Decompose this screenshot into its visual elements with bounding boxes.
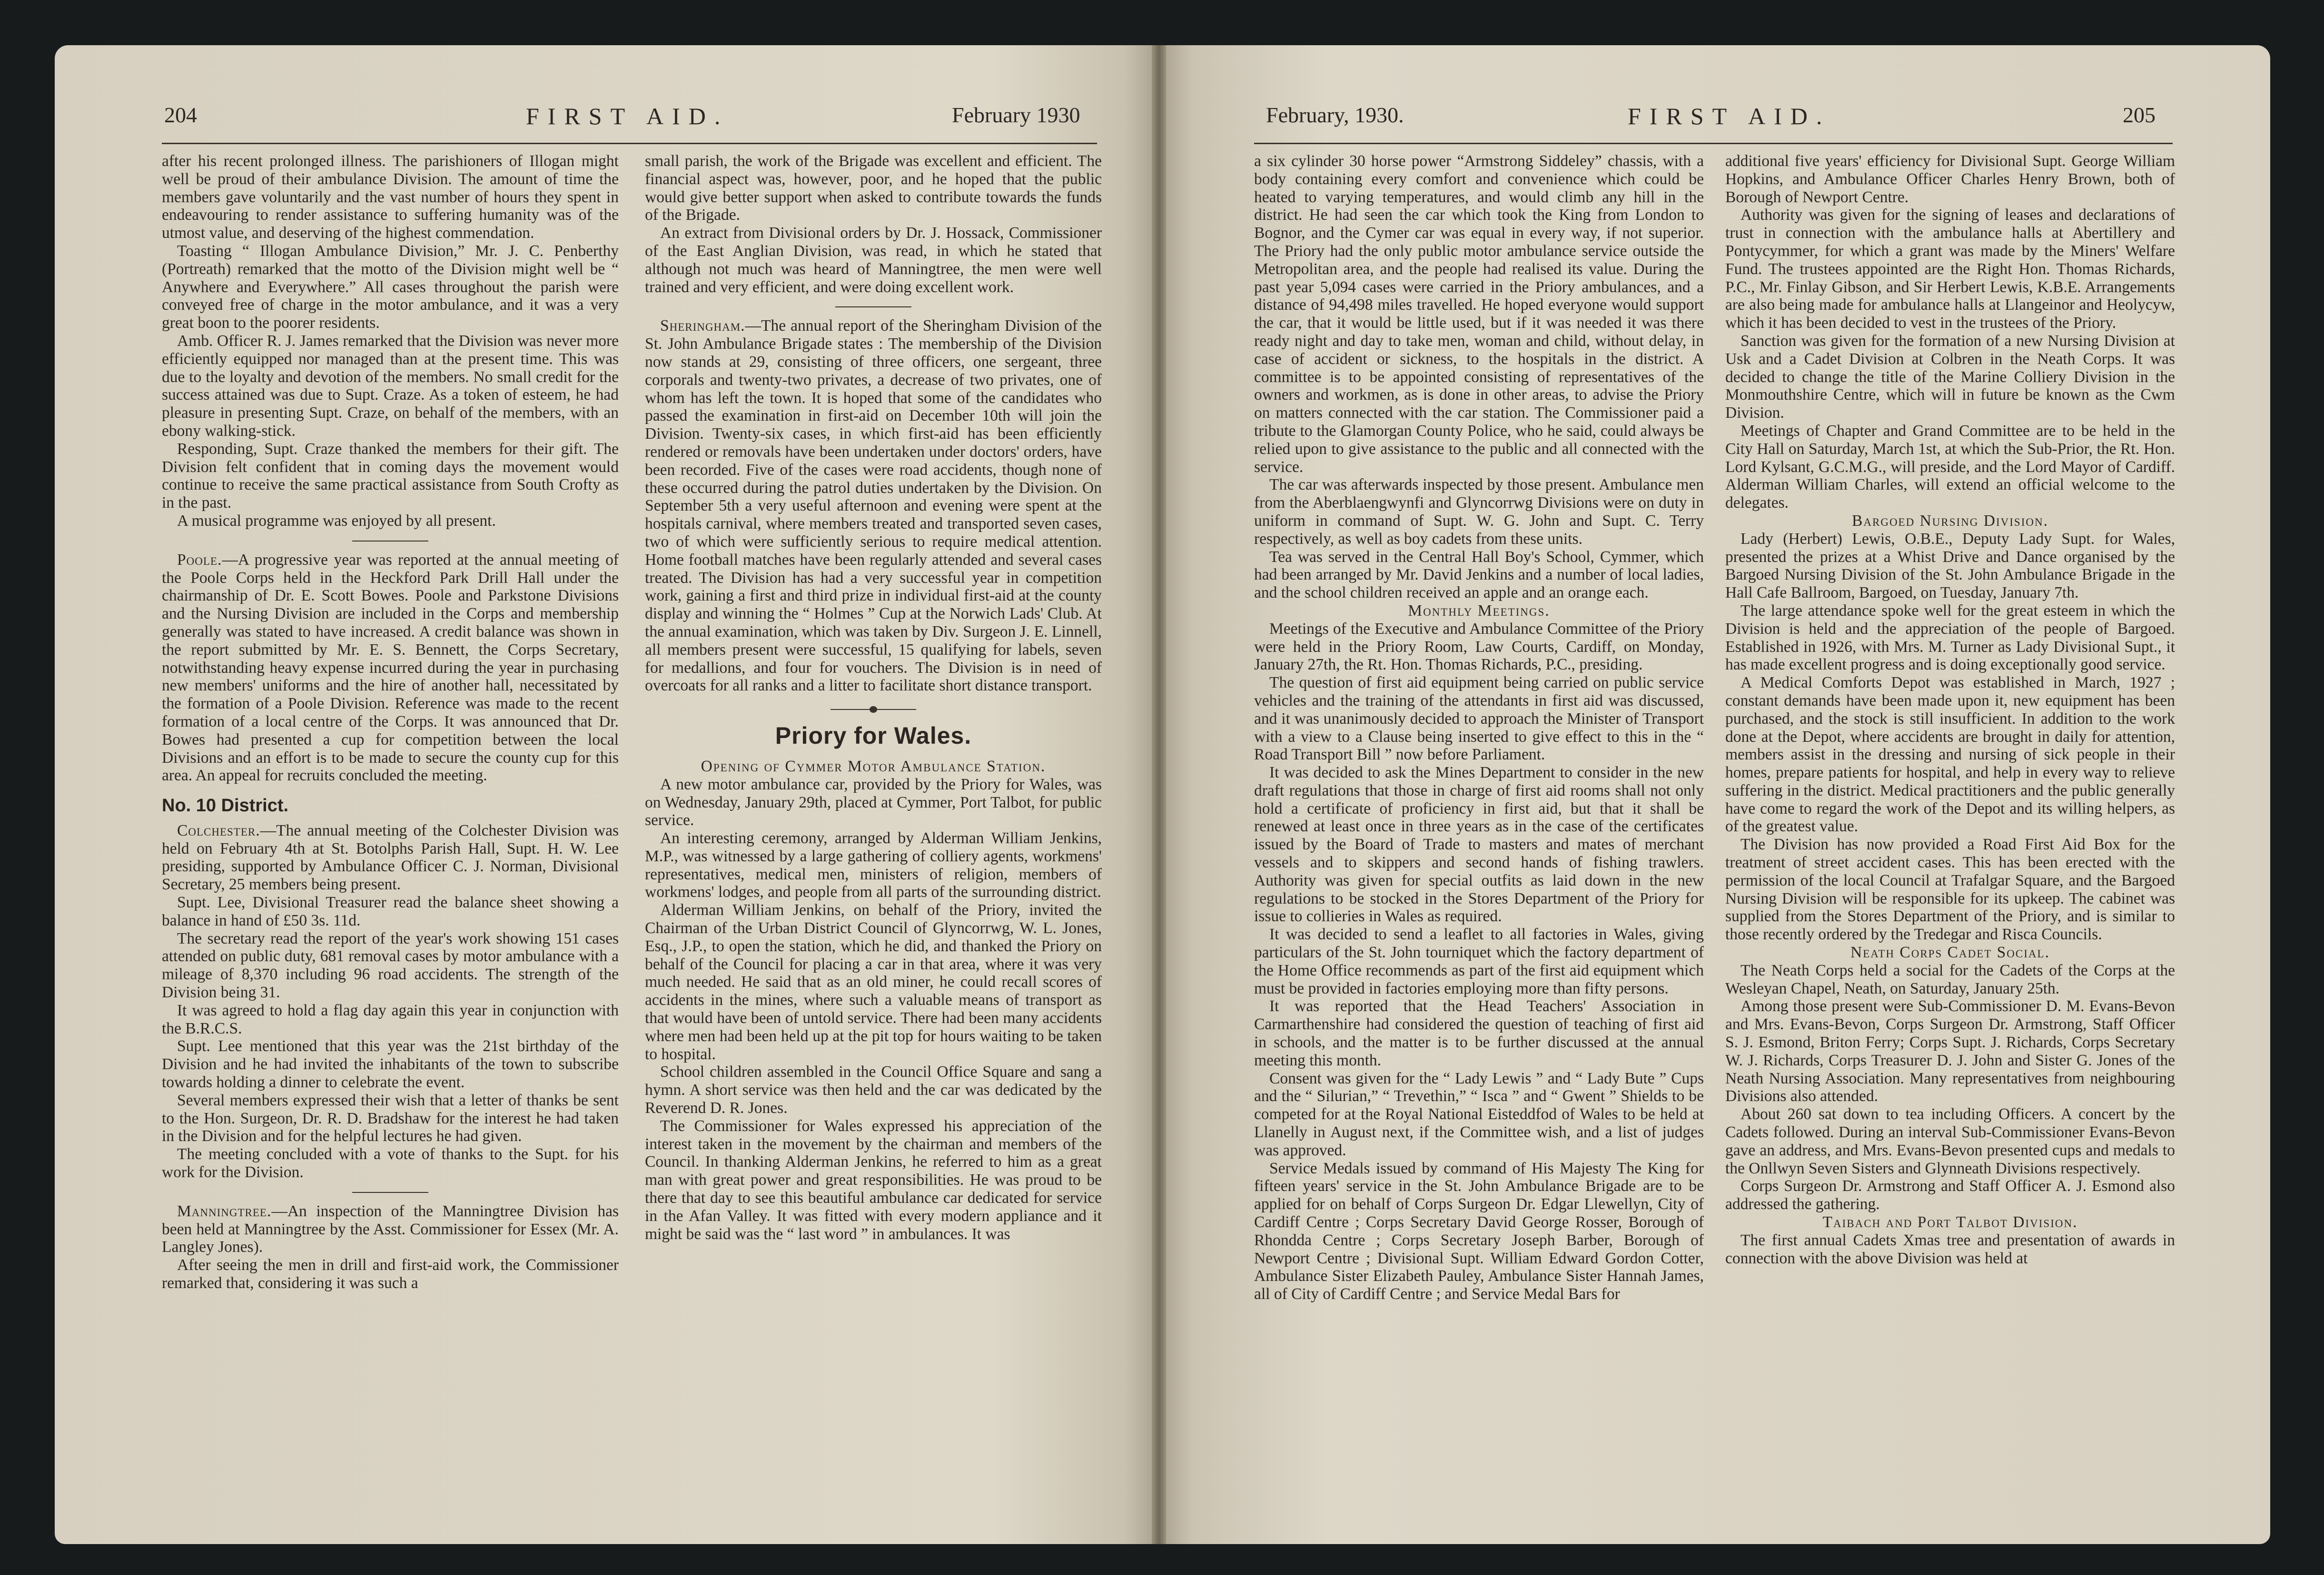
paragraph: A musical programme was enjoyed by all present. <box>177 512 496 530</box>
paragraph: Consent was given for the “ Lady Lewis ” and “ Lady Bute ” Cups and the “ Silurian,” “ Trevethin,” “ Isca ” and “ Gwent ” Shields to be competed for at the Royal National Eisteddfod of Wales to be held at Llanelly in August next, if the Committee wish, and a list of judges was approved. <box>1254 1069 1704 1159</box>
poole-lead: Poole. <box>177 551 222 569</box>
paragraph: A new motor ambulance car, provided by the Priory for Wales, was on Wednesday, January 29th, placed at Cymmer, Port Talbot, for public service. <box>645 775 1102 829</box>
paragraph: after his recent prolonged illness. The parishioners of Illogan might well be proud of their ambulance Division. The amount of time the members gave voluntarily and the vast number of hours they spent in endeavouring to render assistance to suffering humanity was of the utmost value, and deserving of the highest commendation. <box>162 152 619 242</box>
bargoed-heading: Bargoed Nursing Division. <box>1852 512 2048 530</box>
sheringham-text: —The annual report of the Sheringham Division of the St. John Ambulance Brigade states : The membership of the Division now stands at 29, consisting of three officers, one sergeant, three corporals and twenty-two privates, a decrease of two privates, one of whom has left the town. It is hoped that some of the candidates who passed the examination in first-aid on December 10th will join the Division. Twenty-six cases, in which first-aid has been efficiently rendered or removals have been undertaken under doctors' orders, have been recorded. Five of the cases were road accidents, though none of these occurred during the patrol duties undertaken by the Division. On September 5th a very useful afternoon and evening were spent at the hospitals carnival, where members treated and transported seven cases, two of which were sufficiently serious to require medical attention. Home football matches have been regularly attended and several cases treated. The Division has had a very successful year in competition work, gaining a first and third prize in individual first-aid at the county display and winning the “ Holmes ” Cup at the Norwich Lads' Club. At the annual examination, which was taken by Div. Surgeon J. E. Linnell, all members present were successful, 15 qualifying for labels, seven for medallions, and four for vouchers. The Division is in need of overcoats for all ranks and a litter to facilitate short distance transport. <box>645 317 1102 695</box>
poole-paragraph <box>162 551 619 785</box>
colchester-paragraph <box>162 822 619 894</box>
paragraph: Several members expressed their wish that a letter of thanks be sent to the Hon. Surgeon, Dr. R. D. Bradshaw for the interest he had taken in the Division and for the helpful lectures he had given. <box>162 1091 619 1145</box>
colchester-lead: Colchester. <box>177 821 260 839</box>
col3-paragraphs <box>1254 152 1704 602</box>
ornament-divider <box>831 706 916 713</box>
paragraph: Amb. Officer R. J. James remarked that the Division was never more efficiently equipped nor managed than at the present time. This was due to the loyalty and devotion of the members. No small credit for the success attained was due to Supt. Craze. As a token of esteem, he had pleasure in presenting Supt. Craze, on behalf of the members, with an ebony walking-stick. <box>162 332 619 440</box>
paragraph: Lady (Herbert) Lewis, O.B.E., Deputy Lady Supt. for Wales, presented the prizes at a Whist Drive and Dance organised by the Bargoed Nursing Division of the St. John Ambulance Brigade in the Hall Cafe Ballroom, Bargoed, on Tuesday, January 7th. <box>1725 530 2175 602</box>
col1b-paragraphs <box>162 894 619 1181</box>
paragraph: Authority was given for the signing of leases and declarations of trust in connection with the ambulance halls at Abertillery and Pontycymmer, for which a grant was made by the Miners' Welfare Fund. The trustees appointed are the Right Hon. Thomas Richards, P.C., Mr. Finlay Gibson, and Sir Herbert Lewis, K.B.E. Arrangements are also being made for ambulance halls at Llangeinor and Heolycyw, which it has been decided to vest in the trustees of the Priory. <box>1725 206 2175 332</box>
paragraph: Corps Surgeon Dr. Armstrong and Staff Officer A. J. Esmond also addressed the gathering. <box>1725 1177 2175 1213</box>
col1-paragraphs <box>162 152 619 530</box>
right-column-1 <box>1254 152 1704 1303</box>
priory-subhead: Opening of Cymmer Motor Ambulance Station. <box>701 757 1046 775</box>
header-rule <box>162 143 1097 144</box>
col4-paragraphs <box>1725 152 2175 512</box>
poole-text: —A progressive year was reported at the annual meeting of the Poole Corps held in the Heckford Park Drill Hall under the chairmanship of Dr. E. Scott Bowes. Poole and Parkstone Divisions and the Nursing Division are included in the Corps and membership generally was stated to have increased. A credit balance was shown in the report submitted by Mr. E. S. Bennett, the Corps Secretary, notwithstanding heavy expense incurred during the year in purchasing new members' uniforms and the hire of another hall, necessitated by the formation of a Poole Division. Reference was made to the recent formation of a local centre of the Corps. It was announced that Dr. Bowes had presented a cup for competition between the local Divisions and an effort is to be made to secure the county cup for this area. An appeal for recruits concluded the meeting. <box>162 551 619 785</box>
paragraph: a six cylinder 30 horse power “Armstrong Siddeley” chassis, with a body containing every comfort and convenience which could be heated to varying temperatures, and would climb any hill in the district. He had seen the car which took the King from London to Bognor, and the Cymer car was equal in every way, if not superior. The Priory had the only public motor ambulance service outside the Metropolitan area, and the people had realised its value. During the past year 5,094 cases were carried in the Priory ambulances, and a distance of 94,498 miles travelled. He hoped everyone would support the car, that it would be little used, but if it was needed it was there ready night and day to take men, woman and child, without delay, in case of accident or sickness, to the hospitals in the district. A committee is to be appointed consisting of representatives of the owners and workmen, as is done in other areas, to advise the Priory on matters connected with the car station. The Commissioner paid a tribute to the Glamorgan County Police, who he said, could always be relied upon to give assistance to the public and all connected with the service. <box>1254 152 1704 476</box>
col4b-paragraphs <box>1725 530 2175 944</box>
paragraph: It was agreed to hold a flag day again this year in conjunction with the B.R.C.S. <box>162 1001 619 1037</box>
paragraph: Meetings of Chapter and Grand Committee are to be held in the City Hall on Saturday, March 1st, at which the Sub-Prior, the Rt. Hon. Lord Kylsant, G.C.M.G., will preside, and the Lord Mayor of Cardiff. Alderman William Charles, will extend an official welcome to the delegates. <box>1725 422 2175 512</box>
manningtree-text: —An inspection of the Manningtree Division has been held at Manningtree by the Asst. Commissioner for Essex (Mr. A. Langley Jones). <box>162 1202 619 1256</box>
manningtree-paragraph <box>162 1202 619 1256</box>
paragraph: It was reported that the Head Teachers' Association in Carmarthenshire had considered the question of teaching of first aid in schools, and the matter is to be further discussed at the annual meeting this month. <box>1254 997 1704 1069</box>
paragraph: The question of first aid equipment being carried on public service vehicles and the training of the attendants in first aid was discussed, and it was unanimously decided to approach the Minister of Transport with a view to a Clause being inserted to give effect to this in the “ Road Transport Bill ” now before Parliament. <box>1254 674 1704 764</box>
left-page <box>55 45 1159 1544</box>
running-title: FIRST AID. <box>1628 103 1831 129</box>
paragraph: The Neath Corps held a social for the Cadets of the Corps at the Wesleyan Chapel, Neath, on Saturday, January 25th. <box>1725 961 2175 997</box>
paragraph: It was decided to send a leaflet to all factories in Wales, giving particulars of the St. John tourniquet which the factory department of the Home Office recommends as part of the first aid equipment which must be provided in factories employing more than fifty persons. <box>1254 925 1704 997</box>
col4c-paragraphs <box>1725 962 2175 1213</box>
taibach-heading: Taibach and Port Talbot Division. <box>1822 1213 2078 1231</box>
paragraph: The meeting concluded with a vote of thanks to the Supt. for his work for the Division. <box>162 1145 619 1181</box>
col4d-paragraphs <box>1725 1231 2175 1268</box>
left-page-header <box>55 102 1159 145</box>
paragraph: School children assembled in the Council Office Square and sang a hymn. A short service was then held and the car was dedicated by the Reverend D. R. Jones. <box>645 1063 1102 1117</box>
paragraph: Service Medals issued by command of His Majesty The King for fifteen years' service in the St. John Ambulance Brigade are to be applied for on behalf of Corps Surgeon Dr. Edgar Llewellyn, City of Cardiff Centre ; Corps Secretary David George Rosser, Borough of Rhondda Centre ; Corps Secretary Joseph Barber, Borough of Newport Centre ; Divisional Supt. William Edward Gordon Cotter, Ambulance Sister Elizabeth Pauley, Ambulance Sister Hannah James, all of City of Cardiff Centre ; and Service Medal Bars for <box>1254 1159 1704 1303</box>
manningtree-paragraph-2: After seeing the men in drill and first-aid work, the Commissioner remarked that, considering it was such a <box>162 1256 619 1292</box>
sheringham-paragraph <box>645 317 1102 695</box>
sheringham-lead: Sheringham. <box>660 317 745 335</box>
running-title: FIRST AID. <box>526 103 729 129</box>
issue-date: February 1930 <box>952 103 1080 127</box>
paragraph: Responding, Supt. Craze thanked the members for their gift. The Division felt confident that in coming days the movement would continue to receive the same practical assistance from South Crofty as in the past. <box>162 440 619 512</box>
left-column-1 <box>162 152 619 1292</box>
header-rule <box>1254 143 2173 144</box>
paragraph: The Commissioner for Wales expressed his appreciation of the interest taken in the movement by the chairman and members of the Council. In thanking Alderman Jenkins, he referred to him as a great man with great power and great responsibilities. He was proud to be there that day to see this beautiful ambulance car dedicated for service in the Afan Valley. It was fitted with every modern appliance and it might be said was the “ last word ” in ambulances. It was <box>645 1117 1102 1243</box>
paragraph: small parish, the work of the Brigade was excellent and efficient. The financial aspect was, however, poor, and he hoped that the public would give better support when asked to contribute towards the funds of the Brigade. <box>645 152 1102 224</box>
section-divider <box>352 1192 428 1193</box>
col3b-paragraphs <box>1254 620 1704 1303</box>
neath-heading: Neath Corps Cadet Social. <box>1850 944 2050 962</box>
magazine-spread <box>55 45 2270 1544</box>
paragraph: A Medical Comforts Depot was established in March, 1927 ; constant demands have been made upon it, new equipment has been purchased, and the stock is still insufficient. In addition to the work done at the Depot, where accidents are brought in daily for attention, members assist in the dressing and nursing of sick people in their homes, prepare patients for hospital, and help in every way to relieve suffering in the district. Medical practitioners and the public generally have come to regard the work of the Depot and its willing helpers, as of the greatest value. <box>1725 674 2175 836</box>
paragraph: The large attendance spoke well for the great esteem in which the Division is held and the appreciation of the people of Bargoed. Established in 1926, with Mrs. M. Turner as Lady Divisional Supt., it has made excellent progress and is doing exceptionally good service. <box>1725 601 2175 674</box>
page-number: 205 <box>2123 103 2156 127</box>
paragraph: Sanction was given for the formation of a new Nursing Division at Usk and a Cadet Division at Colbren in the Neath Corps. It was decided to change the title of the Marine Colliery Division in the Monmouthshire Centre, which will in future be known as the Cwm Division. <box>1725 332 2175 422</box>
paragraph: About 260 sat down to tea including Officers. A concert by the Cadets followed. During an interval Sub-Commissioner Evans-Bevon gave an address, and Mrs. Evans-Bevon presented cups and medals to the Onllwyn Seven Sisters and Glynneath Divisions respectively. <box>1725 1105 2175 1177</box>
right-page-header <box>1159 102 2270 145</box>
manningtree-lead: Manningtree. <box>177 1202 272 1220</box>
colchester-text: —The annual meeting of the Colchester Division was held on February 4th at St. Botolphs Parish Hall, Supt. H. W. Lee presiding, supported by Ambulance Officer C. J. Norman, Divisional Secretary, 25 members being present. <box>162 821 619 894</box>
paragraph: The secretary read the report of the year's work showing 151 cases attended on public duty, 681 removal cases by motor ambulance with a mileage of 8,370 including 96 road accidents. The strength of the Division being 31. <box>162 929 619 1002</box>
col2b-paragraphs <box>645 776 1102 1243</box>
paragraph: Among those present were Sub-Commissioner D. M. Evans-Bevon and Mrs. Evans-Bevon, Corps Surgeon Dr. Armstrong, Staff Officer S. J. Esmond, Briton Ferry; Corps Supt. J. Richards, Corps Secretary W. J. Richards, Corps Treasurer D. J. John and Sister G. Jones of the Neath Nursing Association. Many representatives from neighbouring Divisions also attended. <box>1725 997 2175 1105</box>
paragraph: It was decided to ask the Mines Department to consider in the new draft regulations that those in charge of first aid rooms shall not only hold a certificate of proficiency in first aid, but that it shall be renewed at least once in three years as in the case of the certificates issued by the Board of Trade to masters and mates of merchant vessels and to skippers and second hands of fishing trawlers. Authority was given for special outfits as laid down in the new regulations to be stocked in the Stores Department of the Priory for issue to collieries in Wales as required. <box>1254 764 1704 925</box>
paragraph: An extract from Divisional orders by Dr. J. Hossack, Commissioner of the East Anglian Division, was read, in which he stated that although not much was heard of Manningtree, the men were well trained and very efficient, and were doing excellent work. <box>645 224 1102 296</box>
paragraph: Toasting “ Illogan Ambulance Division,” Mr. J. C. Penberthy (Portreath) remarked that the motto of the Division might well be “ Anywhere and Everywhere.” All cases throughout the parish were conveyed free of charge in the motor ambulance, and it was a very great boon to the poorer residents. <box>162 242 619 332</box>
paragraph: The Division has now provided a Road First Aid Box for the treatment of street accident cases. This has been erected with the permission of the local Council at Trafalgar Square, and the Bargoed Nursing Division will be responsible for its upkeep. The cabinet was supplied from the Stores Department of the Priory, and is similar to those recently ordered by the Tredegar and Risca Councils. <box>1725 836 2175 944</box>
section-divider <box>835 306 911 307</box>
page-number: 204 <box>164 103 197 127</box>
right-column-2 <box>1725 152 2175 1267</box>
paragraph: The first annual Cadets Xmas tree and presentation of awards in connection with the above Division was held at <box>1725 1231 2175 1267</box>
district-heading: No. 10 District. <box>162 796 289 816</box>
paragraph: Supt. Lee, Divisional Treasurer read the balance sheet showing a balance in hand of £50 3s. 11d. <box>162 894 619 929</box>
right-page <box>1159 45 2270 1544</box>
paragraph: additional five years' efficiency for Divisional Supt. George William Hopkins, and Ambulance Officer Charles Henry Brown, both of Borough of Newport Centre. <box>1725 152 2175 206</box>
book-gutter <box>1152 45 1166 1544</box>
paragraph: Tea was served in the Central Hall Boy's School, Cymmer, which had been arranged by Mr. David Jenkins and a number of local ladies, and the school children received an apple and an orange each. <box>1254 548 1704 602</box>
left-column-2 <box>645 152 1102 1243</box>
paragraph: Meetings of the Executive and Ambulance Committee of the Priory were held in the Priory Room, Law Courts, Cardiff, on Monday, January 27th, the Rt. Hon. Thomas Richards, P.C., presiding. <box>1254 620 1704 674</box>
priory-title: Priory for Wales. <box>775 722 972 749</box>
issue-date: February, 1930. <box>1266 103 1404 127</box>
paragraph: An interesting ceremony, arranged by Alderman William Jenkins, M.P., was witnessed by a large gathering of colliery agents, workmens' representatives, medical men, ministers of religion, members of workmens' lodges, and people from all parts of the surrounding district. <box>645 829 1102 901</box>
paragraph: The car was afterwards inspected by those present. Ambulance men from the Aberblaengwynfi and Glyncorrwg Divisions were on duty in uniform in command of Supt. W. G. John and Supt. C. Terry respectively, as well as boy cadets from these units. <box>1254 476 1704 548</box>
monthly-meetings-heading: Monthly Meetings. <box>1408 601 1550 620</box>
paragraph: Supt. Lee mentioned that this year was the 21st birthday of the Division and he had invited the inhabitants of the town to subscribe towards holding a dinner to celebrate the event. <box>162 1037 619 1092</box>
paragraph: Alderman William Jenkins, on behalf of the Priory, invited the Chairman of the Urban District Council of Glyncorrwg, W. L. Jones, Esq., J.P., to open the station, which he did, and thanked the Priory on behalf of the Council for placing a car in that area, where it was very much needed. He said that as an old miner, he could recall scores of accidents in the mines, where such a valuable means of transport as that would have been of untold service. There had been many accidents where men had been held up at the pit top for hours waiting to be taken to hospital. <box>645 901 1102 1063</box>
col2a-paragraphs <box>645 152 1102 296</box>
